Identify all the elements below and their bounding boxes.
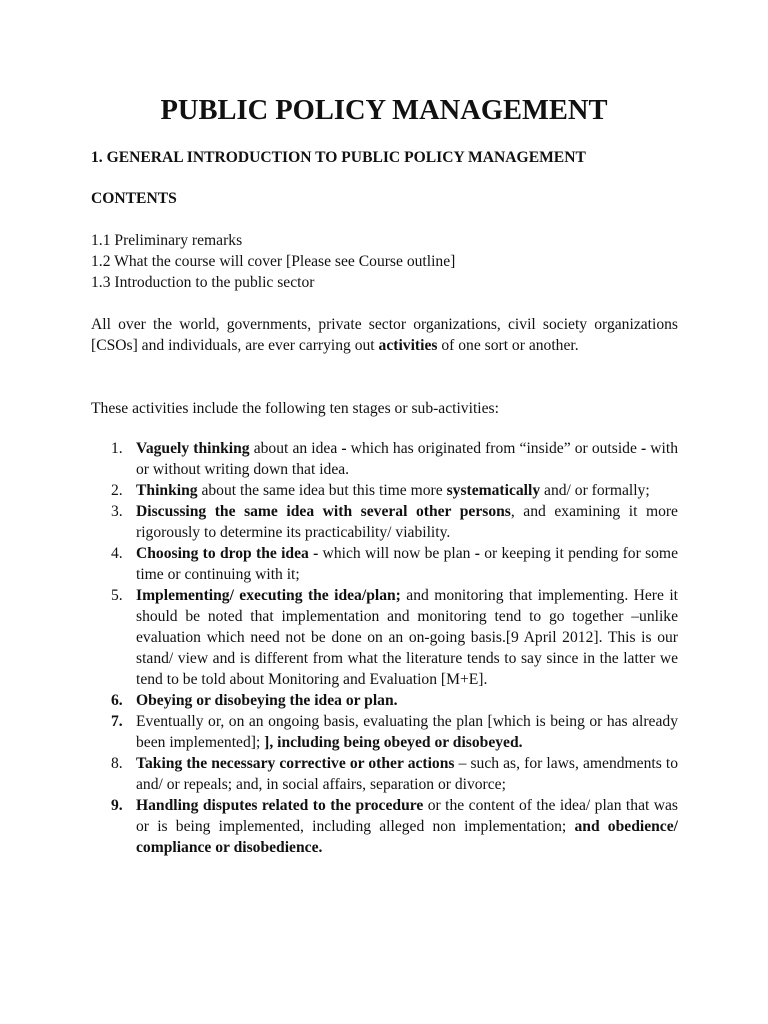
list-item-bold-1: Taking the necessary corrective or other actions [136, 755, 455, 772]
list-item-bold-2: - [474, 545, 480, 562]
list-item-text-1: – such as, for laws, amendments to and/ or repeals; and, in social affairs, separation or divorce; [136, 755, 679, 793]
list-item-bold-1: Handling disputes related to the procedure [136, 797, 424, 814]
list-item-text [136, 543, 678, 585]
list-item-text [136, 585, 678, 690]
list-item-number: 5. [111, 587, 123, 604]
list-item [91, 480, 678, 501]
list-item-text-1: about an idea [249, 440, 342, 457]
list-item-number: 4. [111, 545, 123, 562]
toc-item: 1.1 Preliminary remarks [91, 232, 243, 249]
list-item-text [136, 795, 678, 858]
list-item-text [136, 753, 678, 795]
intro-text-after: of one sort or another. [437, 337, 579, 354]
list-item [91, 543, 678, 585]
toc-item: 1.2 What the course will cover [Please see Course outline] [91, 253, 456, 270]
section-heading: 1. GENERAL INTRODUCTION TO PUBLIC POLICY MANAGEMENT [91, 149, 586, 166]
list-item-bold-1: Discussing the same idea with several other persons [136, 503, 511, 520]
list-item-text-1: and monitoring that implementing. Here it should be noted that implementation and monitoring tend to go together –unlike evaluation which need not be done on an on-going basis.[9 April 2012]. This is our stand/ view and is different from what the literature tends to say since in the latter we tend to be told about Monitoring and Evaluation [M+E]. [136, 587, 678, 688]
stages-intro-paragraph: These activities include the following ten stages or sub-activities: [91, 400, 499, 417]
list-item-text-1: about the same idea but this time more [197, 482, 447, 499]
list-item-text-2: and/ or formally; [540, 482, 650, 499]
list-item-text-1: , and examining it more rigorously to determine its practicability/ viability. [136, 503, 678, 541]
list-item-bold-2: systematically [446, 482, 541, 499]
list-item-number: 8. [111, 755, 123, 772]
toc-item: 1.3 Introduction to the public sector [91, 274, 315, 291]
list-item-text-1: or the content of the idea/ plan that was or is being implemented, including alleged non implementation; [136, 797, 679, 835]
list-item [91, 585, 678, 690]
list-item-bold-1: Choosing to drop the idea - [136, 545, 319, 562]
list-item [91, 795, 678, 858]
contents-heading: CONTENTS [91, 190, 177, 207]
list-item-text-2: or keeping it pending for some time or continuing with it; [136, 545, 678, 583]
list-item-bold-1: Vaguely thinking [136, 440, 250, 457]
page-title: PUBLIC POLICY MANAGEMENT [160, 95, 608, 126]
list-item-text [136, 438, 678, 480]
list-item-bold-3: - [640, 440, 647, 457]
intro-paragraph [91, 314, 678, 356]
list-item-number: 6. [111, 692, 123, 709]
list-item [91, 438, 678, 480]
list-item-bold-2: - [341, 440, 347, 457]
list-item-text [136, 480, 678, 501]
list-item-bold-1: Obeying or disobeying the idea or plan. [136, 692, 398, 709]
list-item-text-2: which has originated from “inside” or outside [346, 440, 641, 457]
list-item-bold-2: and obedience/ compliance or disobedience. [136, 818, 678, 856]
list-item-bold-1: Implementing/ executing the idea/plan; [136, 587, 401, 604]
list-item-number: 2. [111, 482, 123, 499]
list-item [91, 711, 678, 753]
list-item-text [136, 501, 678, 543]
list-item-number: 1. [111, 440, 123, 457]
list-item-text-3: with or without writing down that idea. [136, 440, 679, 478]
list-item-number: 3. [111, 503, 123, 520]
list-item-bold-2: ], including being obeyed or disobeyed. [264, 734, 523, 751]
list-item-text [136, 690, 678, 711]
list-item-number: 7. [111, 713, 123, 730]
table-of-contents [91, 230, 455, 293]
list-item [91, 501, 678, 543]
intro-text-bold: activities [378, 337, 438, 354]
list-item-text-1: Eventually or, on an ongoing basis, evaluating the plan [which is being or has already been implemented]; [136, 713, 678, 751]
list-item [91, 753, 678, 795]
list-item-text [136, 711, 678, 753]
list-item-bold-1: Thinking [136, 482, 198, 499]
list-item-text-1: which will now be plan [318, 545, 475, 562]
stages-list [91, 438, 678, 858]
intro-text-before: All over the world, governments, private sector organizations, civil society organizations [CSOs] and individuals, are ever carrying out [91, 316, 678, 354]
list-item [91, 690, 678, 711]
list-item-number: 9. [111, 797, 123, 814]
